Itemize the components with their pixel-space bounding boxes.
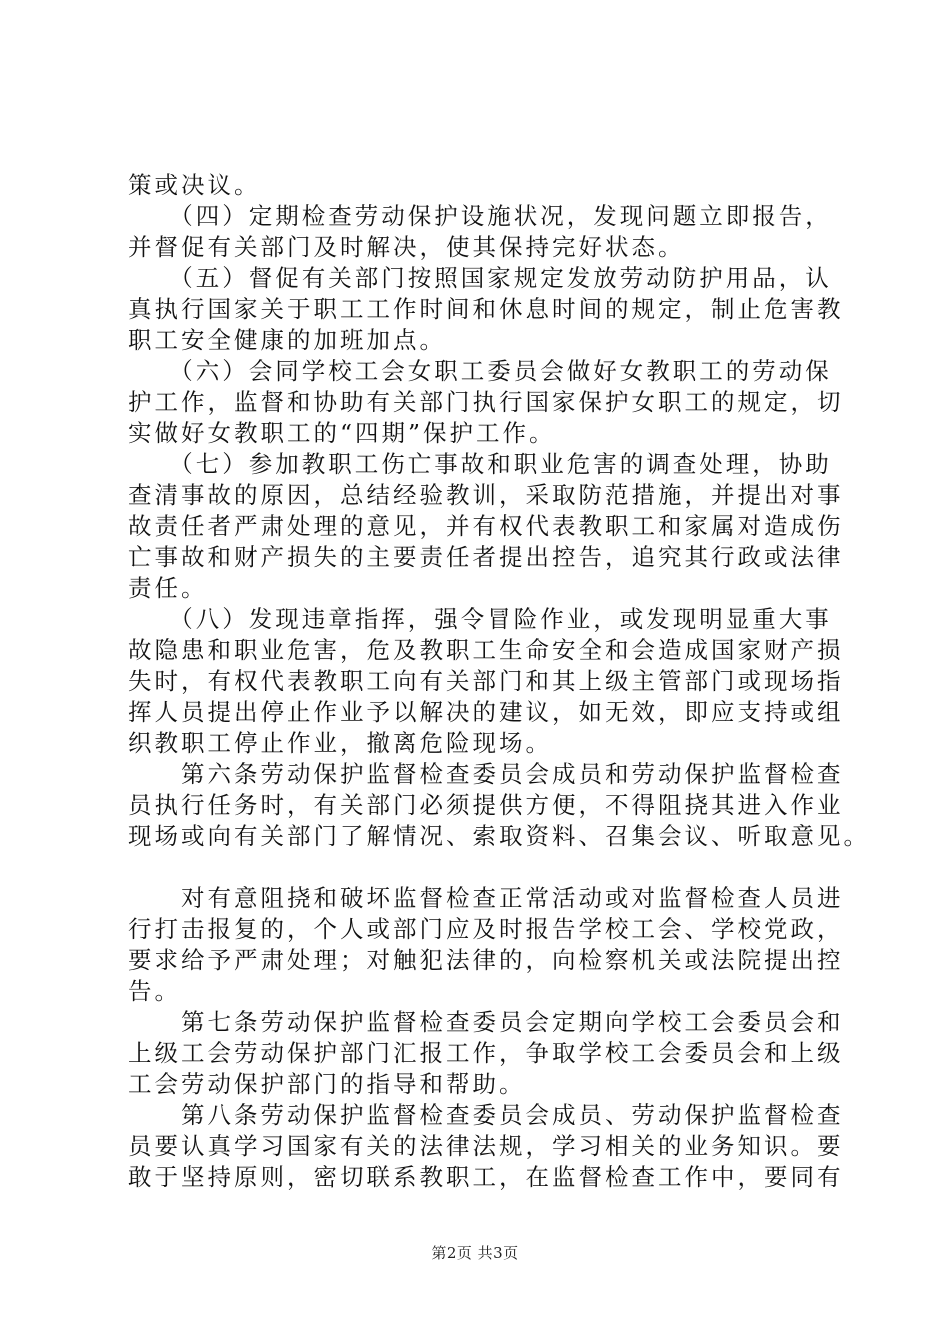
text-line: 要求给予严肃处理；对触犯法律的，向检察机关或法院提出控 <box>128 946 844 974</box>
text-line: 真执行国家关于职工工作时间和休息时间的规定，制止危害教 <box>128 295 844 323</box>
text-line: 第七条劳动保护监督检查委员会定期向学校工会委员会和 <box>128 1008 844 1036</box>
text-line: 实做好女教职工的“四期”保护工作。 <box>128 419 556 447</box>
text-line: 织教职工停止作业，撤离危险现场。 <box>128 729 552 757</box>
text-line: 查清事故的原因，总结经验教训，采取防范措施，并提出对事 <box>128 481 844 509</box>
text-line: 行打击报复的，个人或部门应及时报告学校工会、学校党政， <box>128 915 844 943</box>
text-line: 护工作，监督和协助有关部门执行国家保护女职工的规定，切 <box>128 388 844 416</box>
text-line: 上级工会劳动保护部门汇报工作，争取学校工会委员会和上级 <box>128 1039 844 1067</box>
text-line: 并督促有关部门及时解决，使其保持完好状态。 <box>128 233 685 261</box>
text-line: 亡事故和财产损失的主要责任者提出控告，追究其行政或法律 <box>128 543 844 571</box>
text-line: 敢于坚持原则，密切联系教职工，在监督检查工作中，要同有 <box>128 1163 844 1191</box>
text-line: 故责任者严肃处理的意见，并有权代表教职工和家属对造成伤 <box>128 512 844 540</box>
text-line: 故隐患和职业危害，危及教职工生命安全和会造成国家财产损 <box>128 636 844 664</box>
text-line: 第六条劳动保护监督检查委员会成员和劳动保护监督检查 <box>128 760 844 788</box>
page-number-footer: 第2页 共3页 <box>431 1244 519 1262</box>
text-line: 告。 <box>128 977 181 1005</box>
text-line: 策或决议。 <box>128 171 261 199</box>
text-line: （六）会同学校工会女职工委员会做好女教职工的劳动保 <box>128 357 832 385</box>
document-body <box>128 170 870 1193</box>
text-line: 工会劳动保护部门的指导和帮助。 <box>128 1070 526 1098</box>
text-line: 责任。 <box>128 574 208 602</box>
text-line: 第八条劳动保护监督检查委员会成员、劳动保护监督检查 <box>128 1101 844 1129</box>
text-line: 失时，有权代表教职工向有关部门和其上级主管部门或现场指 <box>128 667 844 695</box>
text-line: 职工安全健康的加班加点。 <box>128 326 446 354</box>
text-line: （五）督促有关部门按照国家规定发放劳动防护用品，认 <box>128 264 832 292</box>
text-line: （八）发现违章指挥，强令冒险作业，或发现明显重大事 <box>128 605 832 633</box>
text-line: 对有意阻挠和破坏监督检查正常活动或对监督检查人员进 <box>128 884 844 912</box>
text-line: 员执行任务时，有关部门必须提供方便，不得阻挠其进入作业 <box>128 791 844 819</box>
text-line: （七）参加教职工伤亡事故和职业危害的调查处理，协助 <box>128 450 832 478</box>
text-line: 员要认真学习国家有关的法律法规，学习相关的业务知识。要 <box>128 1132 844 1160</box>
text-line: 挥人员提出停止作业予以解决的建议，如无效，即应支持或组 <box>128 698 844 726</box>
text-line: （四）定期检查劳动保护设施状况，发现问题立即报告， <box>128 202 832 230</box>
text-line: 现场或向有关部门了解情况、索取资料、召集会议、听取意见。 <box>128 822 870 850</box>
blank-line <box>128 852 840 883</box>
